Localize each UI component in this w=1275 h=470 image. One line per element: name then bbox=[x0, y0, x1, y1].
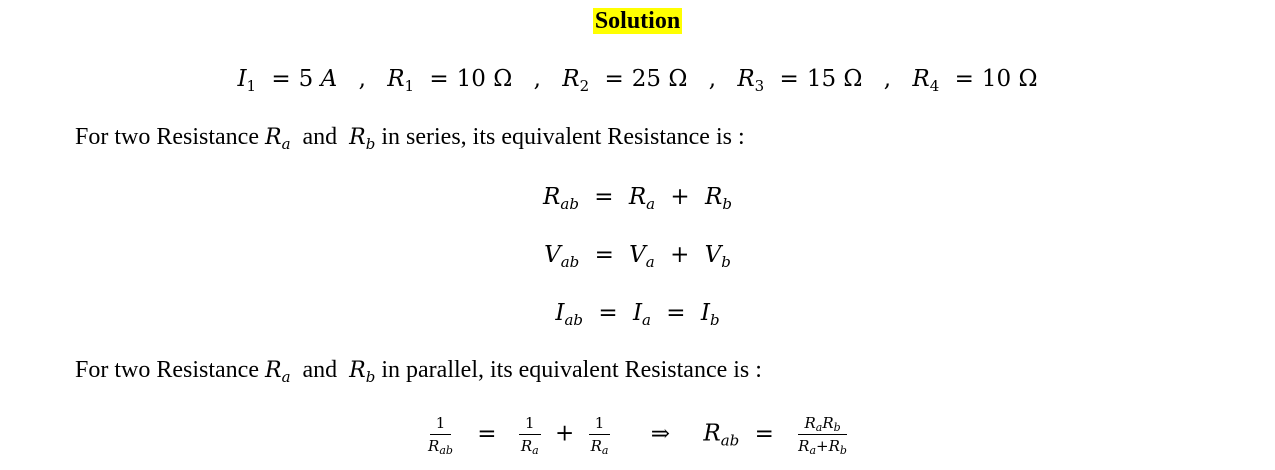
series-resistance-equation: $R_{ab} = R_a + R_b$ bbox=[543, 184, 732, 213]
parallel-intro: For two Resistance $R_a$ and $R_b$ in parallel, its equivalent Resistance is : bbox=[75, 357, 762, 386]
given-r2: $R_2 = 25$ Ω bbox=[562, 66, 688, 95]
solution-title: Solution bbox=[594, 8, 681, 34]
solution-heading bbox=[0, 8, 1275, 35]
given-r1: $R_1 = 10$ Ω bbox=[387, 66, 513, 95]
series-current-equation: $I_{ab} = I_a = I_b$ bbox=[555, 300, 720, 329]
given-r3: $R_3 = 15$ Ω bbox=[737, 66, 863, 95]
fraction-1-over-ra: $\frac{1}{R_a}$ bbox=[520, 414, 539, 457]
given-r4: $R_4 = 10$ Ω bbox=[912, 66, 1038, 95]
given-i1: $I_1 = 5$ A bbox=[237, 66, 338, 95]
fraction-1-over-ra-second: $\frac{1}{R_a}$ bbox=[590, 414, 609, 457]
given-values: $I_1 = 5$ A , $R_1 = 10$ Ω , $R_2 = 25$ Ω , $R_3 = 15$ Ω , $R_4 = 10$ Ω bbox=[237, 66, 1038, 95]
parallel-resistance-equation: $\frac{1}{R_{ab}}$ = $\frac{1}{R_a}$ + $\frac{1}{R_a}$ ⇒ $R_{ab}$ = $\frac{R_aR_b}{R_a+R_b}$ bbox=[0, 414, 1275, 455]
fraction-product-over-sum: $\frac{R_aR_b}{R_a+R_b}$ bbox=[798, 414, 847, 457]
implies-icon: ⇒ bbox=[650, 420, 671, 447]
fraction-1-over-rab: $\frac{1}{R_{ab}}$ bbox=[428, 414, 453, 457]
series-intro: For two Resistance $R_a$ and $R_b$ in series, its equivalent Resistance is : bbox=[75, 124, 745, 153]
series-voltage-equation: $V_{ab} = V_a + V_b$ bbox=[544, 242, 731, 271]
